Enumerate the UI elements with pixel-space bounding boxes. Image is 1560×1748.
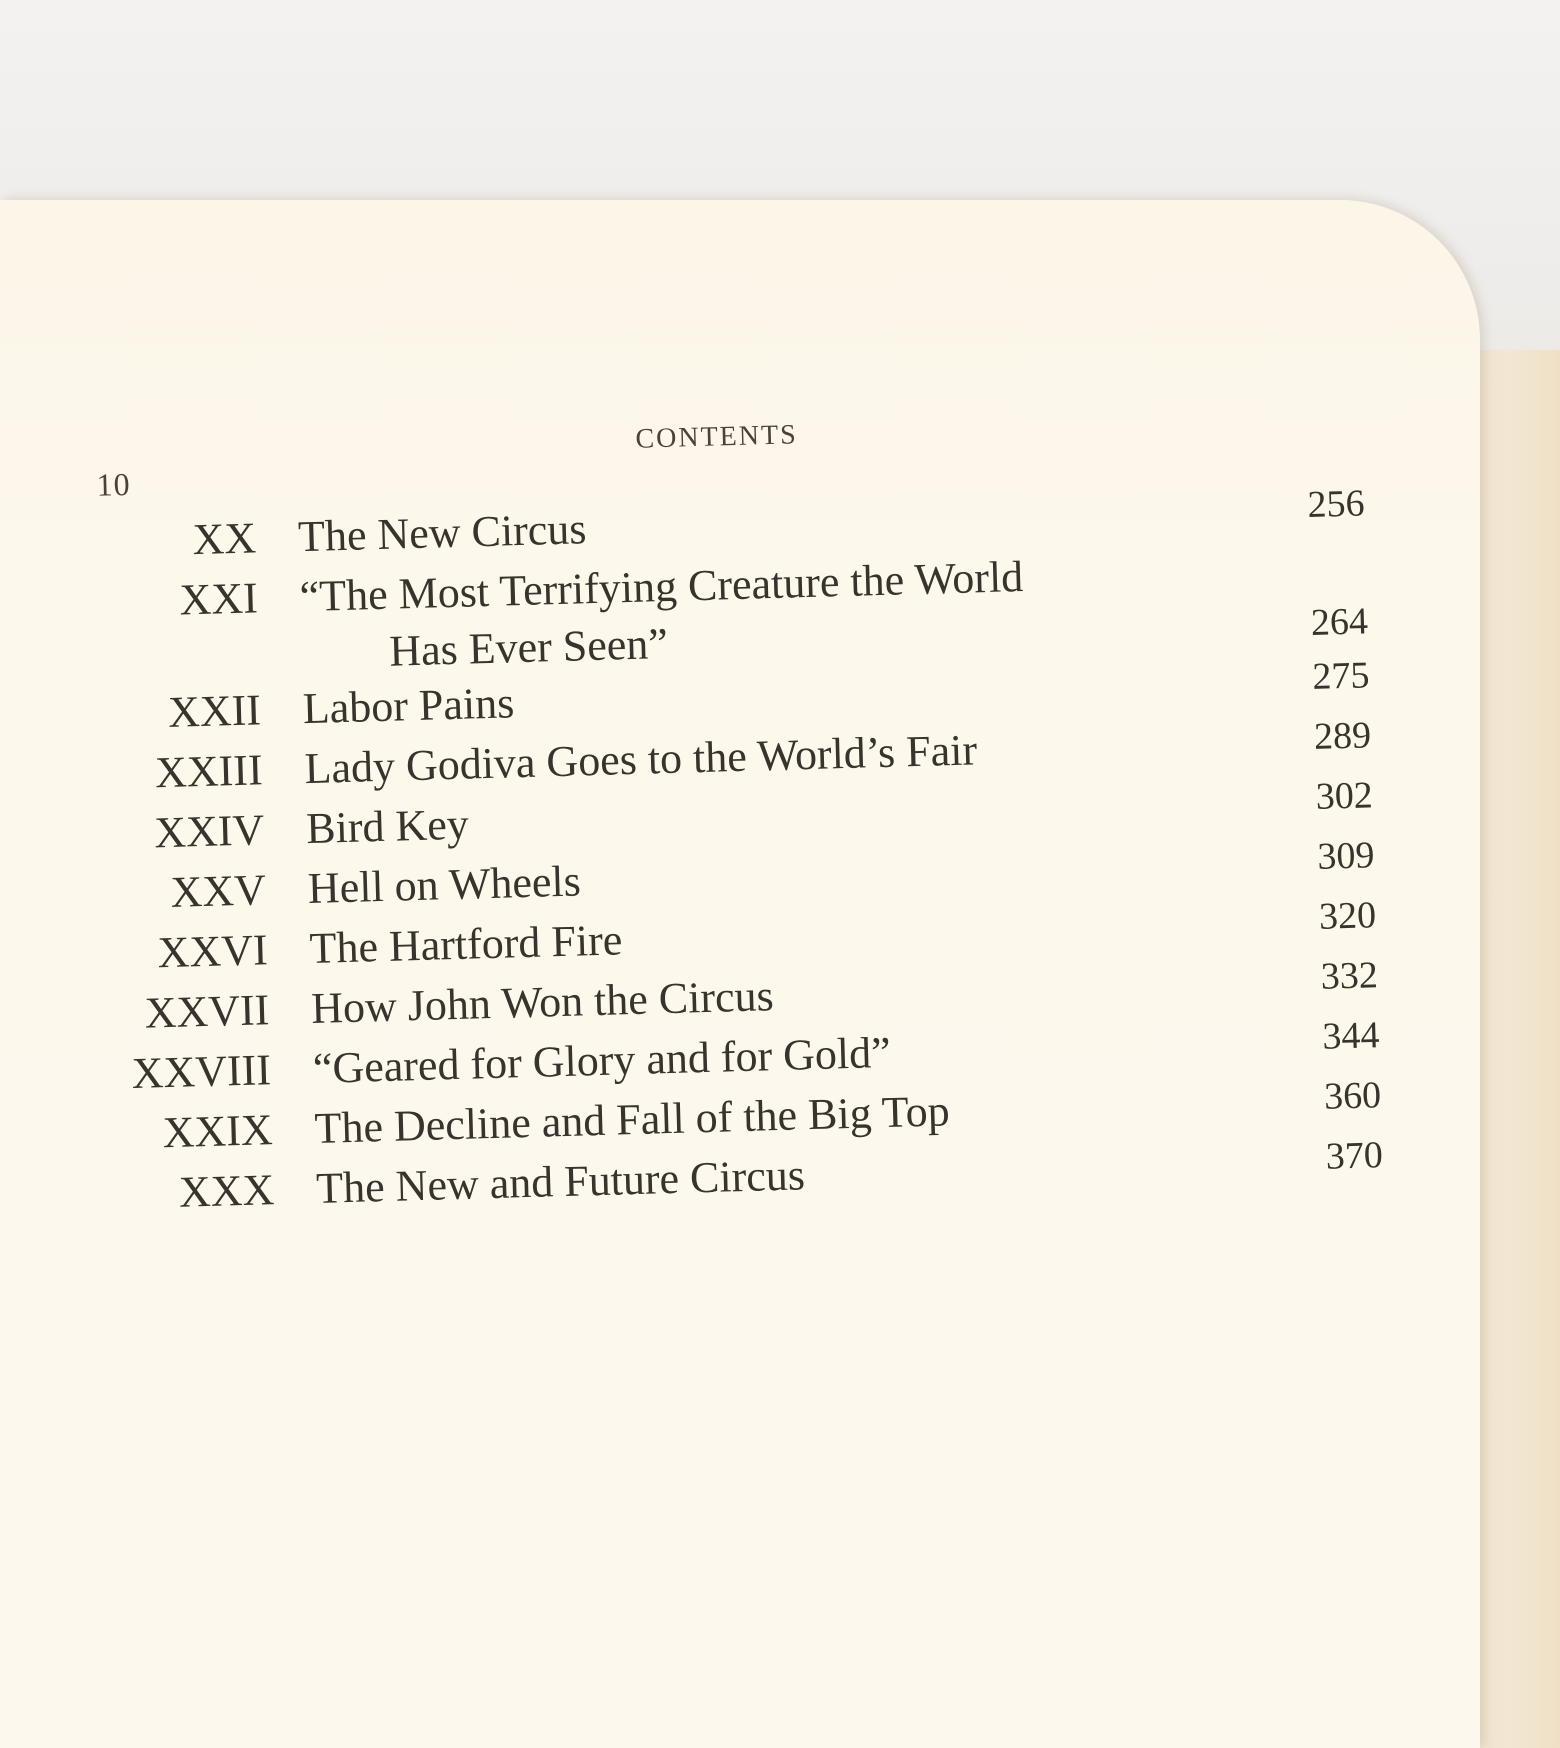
page-ref: 344 xyxy=(1321,1014,1381,1058)
page-ref: 264 xyxy=(1310,600,1369,644)
chapter-title: The New and Future Circus xyxy=(315,1150,806,1213)
page-ref: 302 xyxy=(1315,774,1374,818)
page-ref: 370 xyxy=(1325,1134,1384,1178)
chapter-title-line-1: “The Most Terrifying Creature the World xyxy=(299,551,1024,622)
page-ref: 332 xyxy=(1320,954,1379,998)
chapter-numeral: XXV xyxy=(169,865,267,917)
chapter-numeral: XXII xyxy=(167,685,262,737)
chapter-title xyxy=(299,551,1025,679)
page-ref: 275 xyxy=(1311,654,1370,698)
page-ref: 320 xyxy=(1318,894,1377,938)
chapter-numeral: XXIX xyxy=(161,1105,274,1158)
page-content xyxy=(0,200,1480,1748)
chapter-title: “Geared for Glory and for Gold” xyxy=(312,1027,892,1093)
chapter-title-line-2: Has Ever Seen” xyxy=(388,618,669,676)
book-page xyxy=(0,200,1480,1748)
page-ref: 256 xyxy=(1306,482,1366,526)
chapter-numeral: XXX xyxy=(178,1165,275,1217)
chapter-numeral: XXI xyxy=(178,573,259,625)
next-page-edge xyxy=(1470,350,1560,1748)
chapter-title: The New Circus xyxy=(297,504,588,562)
chapter-title: The Decline and Fall of the Big Top xyxy=(313,1086,951,1153)
chapter-title: Hell on Wheels xyxy=(307,856,582,914)
chapter-title: Labor Pains xyxy=(302,678,515,734)
chapter-numeral: XXIII xyxy=(154,745,264,798)
chapter-title: Bird Key xyxy=(305,799,470,854)
page-ref: 360 xyxy=(1323,1074,1382,1118)
chapter-numeral: XXVIII xyxy=(131,1045,272,1099)
page-ref: 289 xyxy=(1313,714,1372,758)
page-ref: 309 xyxy=(1316,834,1375,878)
page-number: 10 xyxy=(96,465,132,503)
chapter-title: The Hartford Fire xyxy=(308,915,623,974)
chapter-title: How John Won the Circus xyxy=(310,971,775,1034)
chapter-numeral: XXIV xyxy=(153,805,265,858)
chapter-numeral: XX xyxy=(191,513,257,565)
running-head: CONTENTS xyxy=(635,419,799,455)
chapter-title: Lady Godiva Goes to the World’s Fair xyxy=(303,725,978,794)
chapter-numeral: XXVII xyxy=(143,985,270,1038)
show-through-decoration: ​ xyxy=(826,837,828,878)
table-of-contents xyxy=(0,478,1480,1231)
chapter-numeral: XXVI xyxy=(156,925,269,978)
